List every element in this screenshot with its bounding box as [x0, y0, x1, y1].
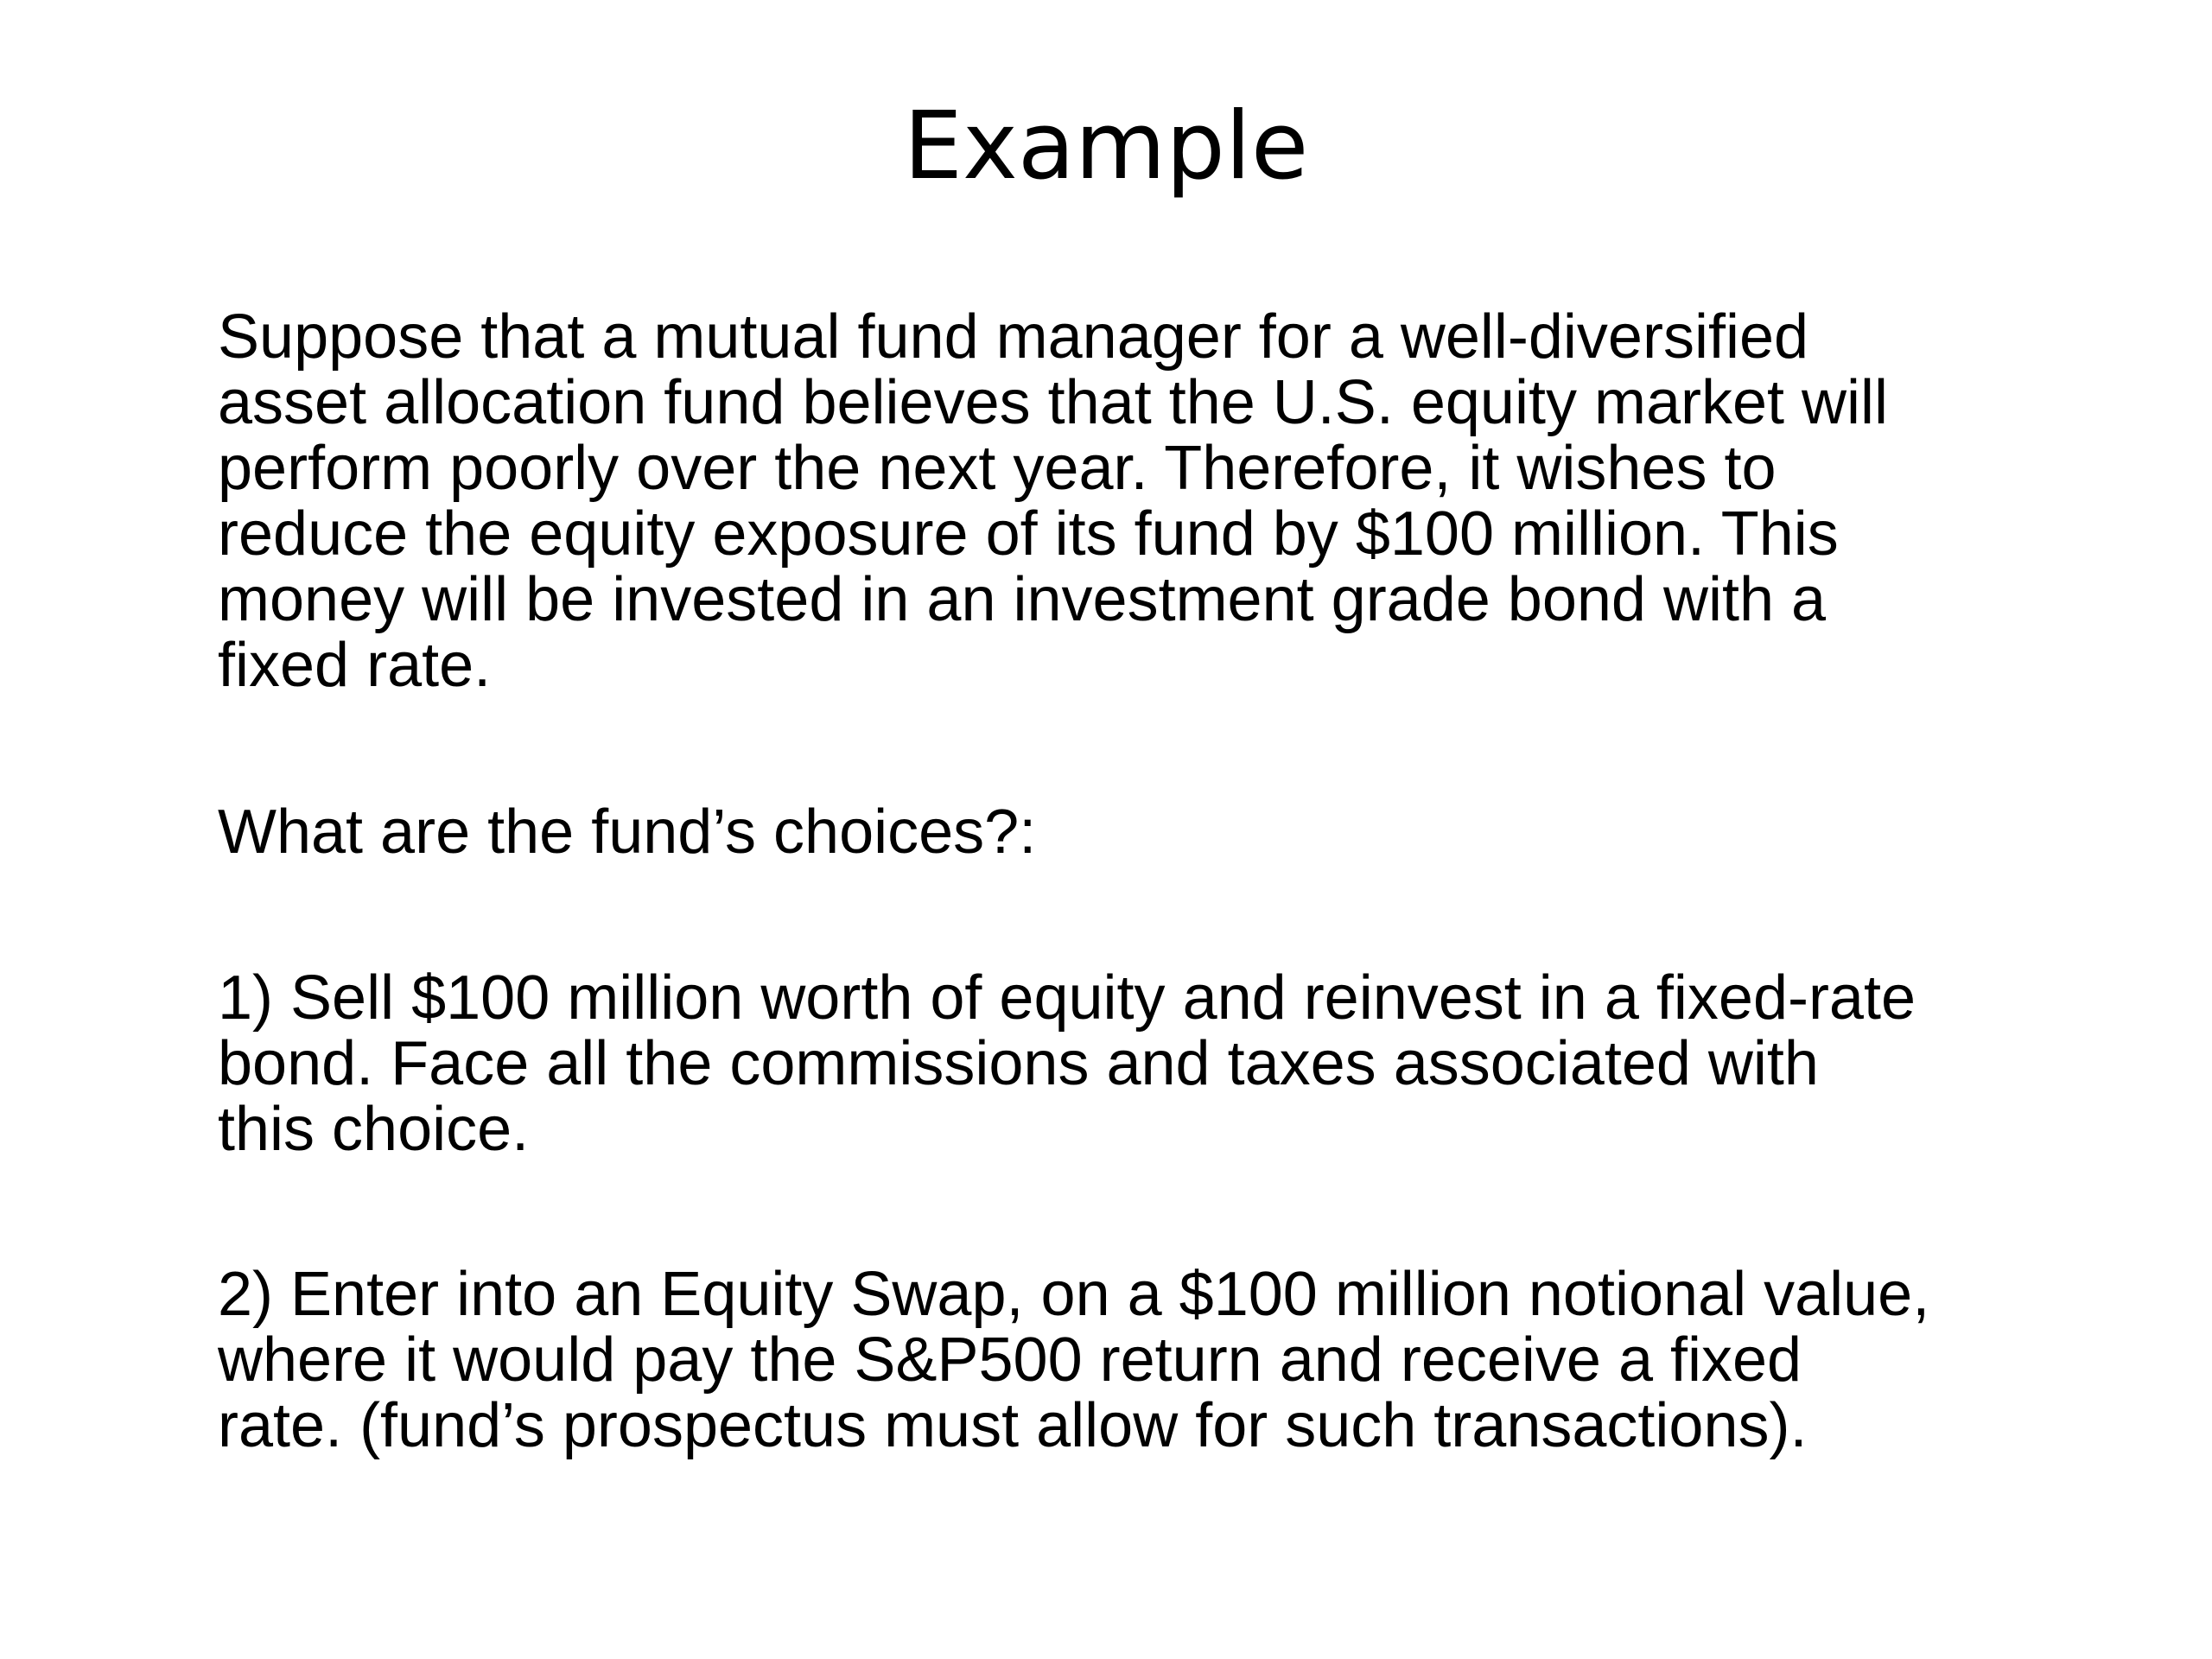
slide-title: Example — [903, 92, 1309, 200]
choice-1-line: this choice. — [218, 1095, 530, 1164]
question-paragraph — [218, 799, 2162, 865]
choice-1-line: bond. Face all the commissions and taxes associated with — [218, 1029, 1819, 1098]
choice-1-line: 1) Sell $100 million worth of equity and reinvest in a fixed-rate — [218, 963, 1916, 1033]
choice-2-line: where it would pay the S&P500 return and receive a fixed — [218, 1325, 1802, 1395]
intro-line: reduce the equity exposure of its fund by $100 million. This — [218, 499, 1839, 569]
intro-line: Suppose that a mutual fund manager for a well-diversified — [218, 302, 1809, 372]
choice-2-line: rate. (fund’s prospectus must allow for such transactions). — [218, 1391, 1808, 1460]
choice-1-paragraph — [218, 965, 2162, 1162]
intro-line: perform poorly over the next year. Therefore, it wishes to — [218, 434, 1777, 503]
intro-paragraph — [218, 304, 2162, 698]
question-line: What are the fund’s choices?: — [218, 798, 1037, 867]
choice-2-line: 2) Enter into an Equity Swap, on a $100 million notional value, — [218, 1260, 1930, 1329]
intro-line: money will be invested in an investment grade bond with a — [218, 565, 1827, 634]
intro-line: fixed rate. — [218, 631, 492, 700]
choice-2-paragraph — [218, 1262, 2162, 1459]
intro-line: asset allocation fund believes that the U.S. equity market will — [218, 368, 1888, 437]
